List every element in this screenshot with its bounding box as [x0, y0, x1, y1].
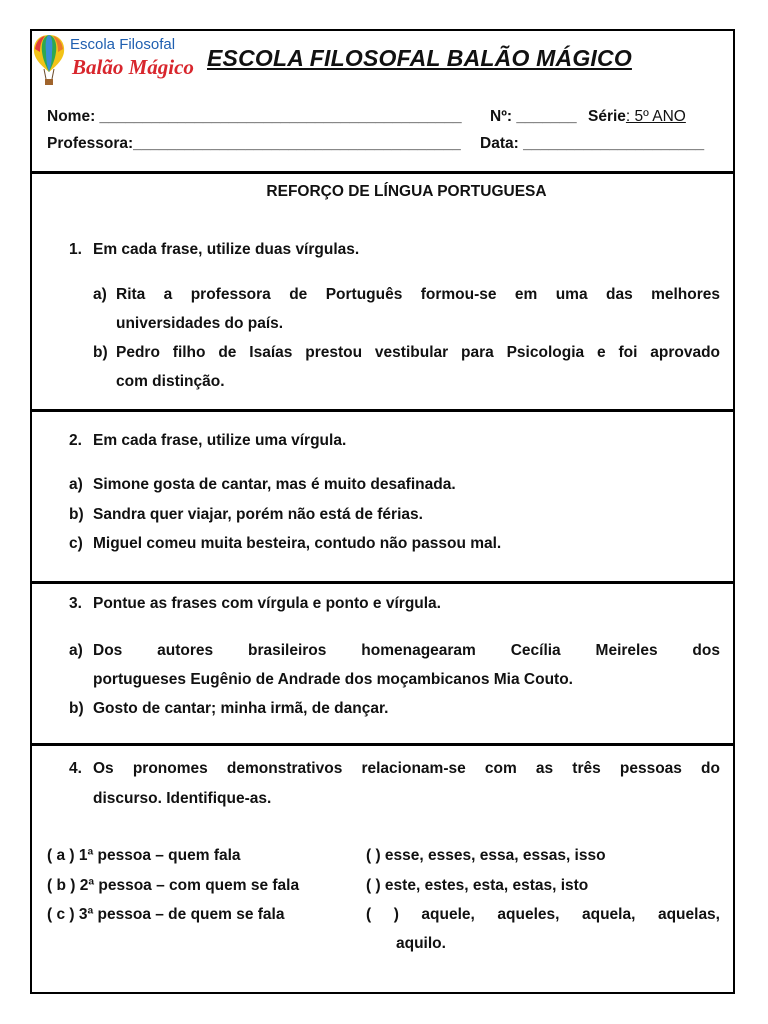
q3-prompt: Pontue as frases com vírgula e ponto e vírgula.: [93, 595, 441, 612]
q4-number: 4.: [69, 760, 82, 777]
q4-right-2[interactable]: ( ) este, estes, esta, estas, isto: [366, 877, 589, 894]
q2-prompt: Em cada frase, utilize uma vírgula.: [93, 432, 347, 449]
q2-b-marker: b): [69, 506, 84, 523]
logo-line-2: Balão Mágico: [72, 55, 194, 79]
q3-b-text: Gosto de cantar; minha irmã, de dançar.: [93, 700, 389, 717]
number-field[interactable]: Nº: _______: [490, 108, 577, 125]
q4-right-1[interactable]: ( ) esse, esses, essa, essas, isso: [366, 847, 606, 864]
logo-line-1: Escola Filosofal: [70, 36, 176, 53]
q4-left-c: ( c ) 3ª pessoa – de quem se fala: [47, 906, 285, 923]
q2-b-text: Sandra quer viajar, porém não está de férias.: [93, 506, 423, 523]
q3-number: 3.: [69, 595, 82, 612]
section-divider: [30, 743, 735, 746]
q1-a-line-1: Rita a professora de Português formou-se em uma das melhores: [116, 286, 720, 303]
q2-number: 2.: [69, 432, 82, 449]
grade-label: Série: [588, 108, 626, 125]
worksheet-heading: REFORÇO DE LÍNGUA PORTUGUESA: [266, 183, 547, 200]
q4-right-3-line-2: aquilo.: [396, 935, 446, 952]
q4-left-b: ( b ) 2ª pessoa – com quem se fala: [47, 877, 300, 894]
school-logo: [32, 33, 194, 91]
q3-b-marker: b): [69, 700, 84, 717]
q4-left-a: ( a ) 1ª pessoa – quem fala: [47, 847, 241, 864]
date-field[interactable]: Data: _____________________: [480, 135, 705, 152]
q1-number: 1.: [69, 241, 82, 258]
q4-right-3-line-1[interactable]: ( ) aquele, aqueles, aquela, aquelas,: [366, 906, 720, 923]
q1-a-line-2: universidades do país.: [116, 315, 284, 332]
name-field[interactable]: Nome: __________________________________________: [47, 108, 462, 125]
section-divider: [30, 581, 735, 584]
q1-b-line-1: Pedro filho de Isaías prestou vestibular para Psicologia e foi aprovado: [116, 344, 720, 361]
school-title: ESCOLA FILOSOFAL BALÃO MÁGICO: [207, 45, 632, 71]
q2-c-marker: c): [69, 535, 83, 552]
q1-b-marker: b): [93, 344, 108, 361]
teacher-field[interactable]: Professora:______________________________________: [47, 135, 461, 152]
q2-a-text: Simone gosta de cantar, mas é muito desafinada.: [93, 476, 456, 493]
section-divider: [30, 171, 735, 174]
q4-prompt-line-2: discurso. Identifique-as.: [93, 790, 272, 807]
grade-field: [588, 108, 686, 126]
q2-a-marker: a): [69, 476, 83, 493]
q2-c-text: Miguel comeu muita besteira, contudo não passou mal.: [93, 535, 502, 552]
q3-a-line-2: portugueses Eugênio de Andrade dos moçambicanos Mia Couto.: [93, 671, 573, 688]
q1-a-marker: a): [93, 286, 107, 303]
q1-prompt: Em cada frase, utilize duas vírgulas.: [93, 241, 360, 258]
q3-a-line-1: Dos autores brasileiros homenagearam Cecília Meireles dos: [93, 642, 720, 659]
grade-value: : 5º ANO: [625, 108, 686, 125]
q1-b-line-2: com distinção.: [116, 373, 225, 390]
section-divider: [30, 409, 735, 412]
q3-a-marker: a): [69, 642, 83, 659]
q4-prompt-line-1: Os pronomes demonstrativos relacionam-se com as três pessoas do: [93, 760, 720, 777]
